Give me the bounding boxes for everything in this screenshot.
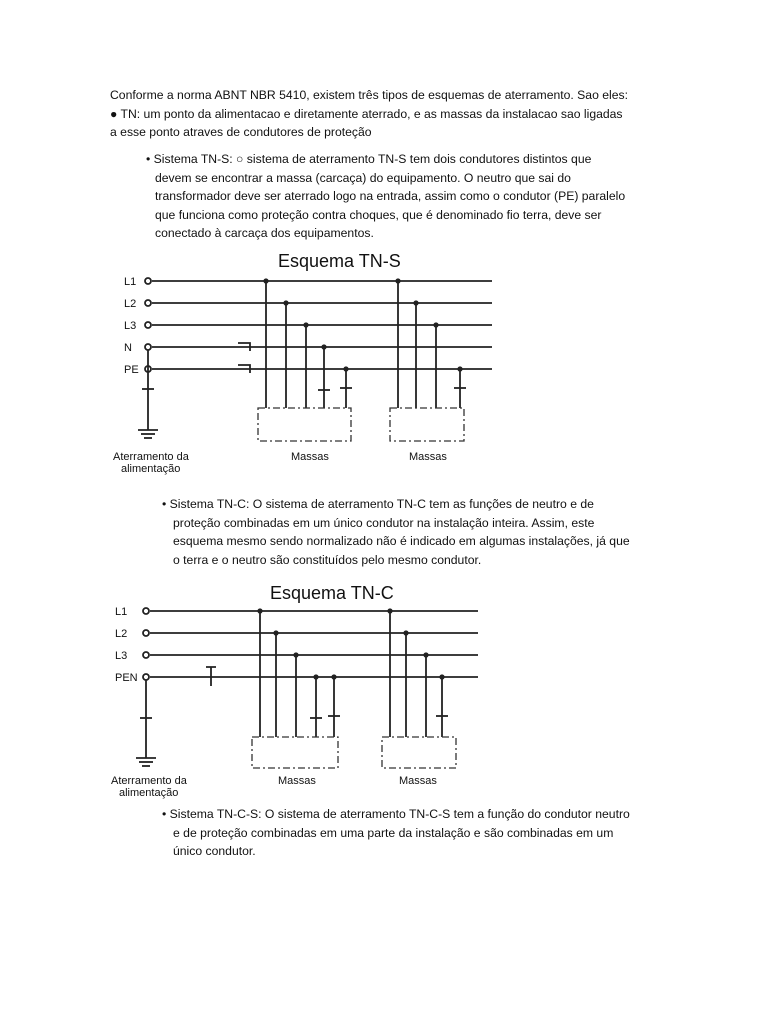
tns-mass-label: Massas bbox=[409, 451, 447, 463]
tns-label-l1: L1 bbox=[124, 276, 137, 288]
intro-line: Conforme a norma ABNT NBR 5410, existem três tipos de esquemas de aterramento. Sao eles: bbox=[110, 88, 628, 102]
tns-label-pe: PE bbox=[124, 364, 139, 376]
tns-line: devem se encontrar a massa (carcaça) do equipamento. O neutro que sai do bbox=[155, 170, 571, 185]
tn-bullet-line: ● TN: um ponto da alimentacao e diretamente aterrado, e as massas da instalacao sao ligadas bbox=[110, 106, 623, 121]
tnc-label-l3: L3 bbox=[115, 650, 128, 662]
tns-label-n: N bbox=[124, 342, 132, 354]
tncs-line: • Sistema TN-C-S: O sistema de aterramento TN-C-S tem a função do condutor neutro bbox=[162, 807, 630, 821]
tnc-line: proteção combinadas em um único condutor na instalação inteira. Assim, este bbox=[173, 515, 595, 530]
tnc-title: Esquema TN-C bbox=[270, 583, 394, 603]
tns-label-l2: L2 bbox=[124, 298, 137, 310]
intro-line: a esse ponto atraves de condutores de proteção bbox=[110, 125, 372, 139]
tns-line: conectado à carcaça dos equipamentos. bbox=[155, 226, 374, 240]
tnc-ground-label: alimentação bbox=[119, 787, 179, 799]
tncs-paragraph bbox=[162, 805, 630, 861]
tns-ground-label: alimentação bbox=[121, 463, 181, 475]
tnc-label-l1: L1 bbox=[115, 606, 128, 618]
tnc-mass-box-2 bbox=[382, 737, 456, 768]
tns-line: que funciona como proteção contra choques, que é denominado fio terra, deve ser bbox=[155, 207, 602, 222]
tnc-label-pen: PEN bbox=[115, 672, 138, 684]
tns-mass-label: Massas bbox=[291, 451, 329, 463]
tncs-line: único condutor. bbox=[173, 844, 256, 858]
tns-line: • Sistema TN-S: ○ sistema de aterramento TN-S tem dois condutores distintos que bbox=[146, 152, 592, 166]
tnc-line: • Sistema TN-C: O sistema de aterramento TN-C tem as funções de neutro e de bbox=[162, 497, 594, 511]
tnc-label-l2: L2 bbox=[115, 628, 128, 640]
tnc-mass-box-1 bbox=[252, 737, 338, 768]
tnc-ground-label: Aterramento da bbox=[111, 775, 187, 787]
tns-ground-label: Aterramento da bbox=[113, 451, 189, 463]
tns-label-l3: L3 bbox=[124, 320, 137, 332]
tnc-line: o terra e o neutro são constituídos pelo mesmo condutor. bbox=[173, 552, 482, 567]
tnc-mass-label: Massas bbox=[278, 775, 316, 787]
tncs-line: e de proteção combinadas em uma parte da instalação e são combinadas em um bbox=[173, 825, 614, 840]
tns-title: Esquema TN-S bbox=[278, 251, 401, 271]
tnc-line: esquema mesmo sendo normalizado não é indicado em algumas instalações, já que bbox=[173, 534, 630, 548]
tns-line: transformador deve ser aterrado logo na entrada, assim como o condutor (PE) paralelo bbox=[155, 189, 626, 203]
tnc-mass-label: Massas bbox=[399, 775, 437, 787]
